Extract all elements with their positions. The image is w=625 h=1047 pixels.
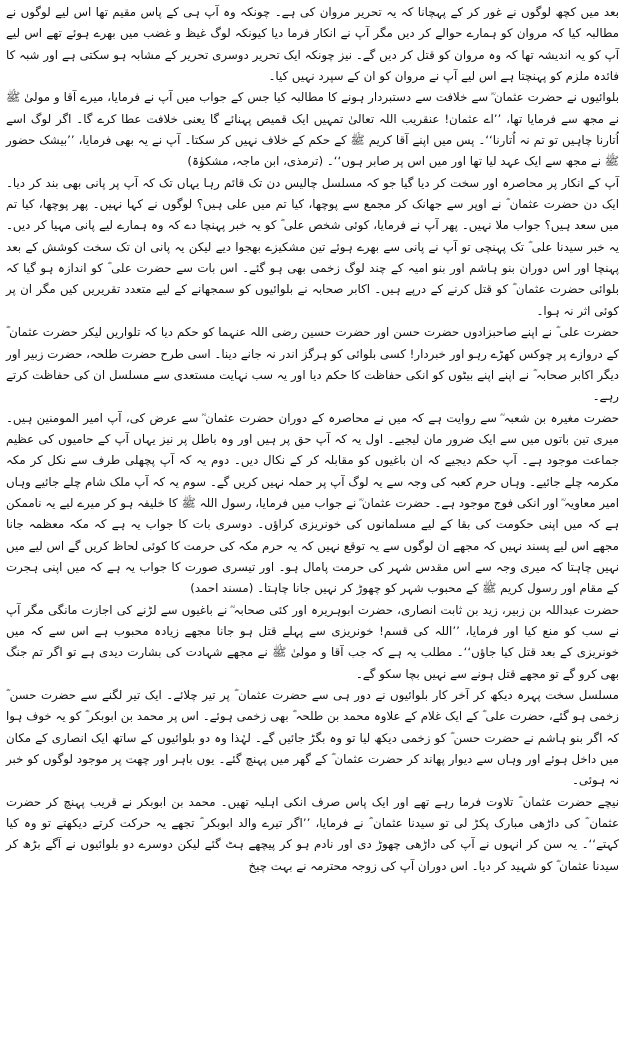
paragraph-martyrdom: نیچے حضرت عثمان ؓ تلاوت فرما رہے تھے اور ایک پاس صرف انکی اہلیہ تھیں۔ محمد بن ابوبکر نے قریب پہنچ کر حضرت عثمان ؓ کی داڑھی مبارک پکڑ لی تو سیدنا عثمان ؓ نے فرمایا، ’’اگر تیرے والد ابوبکر ؓ تجھے یہ حرکت کرتے دیکھتے تو وہ کیا کہتے‘‘۔ یہ سن کر انہوں نے آپ کی داڑھی چھوڑ دی اور نادم ہو کر پیچھے ہٹ گئے لیکن دوسرے دو بلوائیوں نے آگے بڑھ کر سیدنا عثمان ؓ کو شہید کر دیا۔ اس دوران آپ کی زوجہ محترمہ نے بہت چیخ bbox=[6, 794, 619, 873]
paragraph-hasan-husain-guard: حضرت علی ؓ نے اپنے صاحبزادوں حضرت حسن اور حضرت حسین رضی اللہ عنہما کو حکم دیا کہ تلواریں لیکر حضرت عثمان ؓ کے دروازے پر چوکس کھڑے رہو اور خبردار! کسی بلوائی کو ہرگز اندر نہ جانے دینا۔ اسی طرح حضرت طلحہ، حضرت زبیر اور دیگر اکابر صحابہ ؓ نے اپنے اپنے بیٹوں کو انکی حفاظت کا حکم دیا اور یہ سب نہایت مستعدی سے مسلسل ان کی حفاظت کرتے رہے۔ bbox=[6, 325, 619, 404]
paragraph-arrows-and-entry: مسلسل سخت پہرہ دیکھ کر آخر کار بلوائیوں نے دور ہی سے حضرت عثمان ؓ پر تیر چلائے۔ ایک تیر لگنے سے حضرت حسن ؓ زخمی ہو گئے، حضرت علی ؓ کے ایک غلام کے علاوہ محمد بن طلحہ ؓ بھی زخمی ہوئے۔ اس پر محمد بن ابوبکر ؓ کو یہ خوف ہوا کہ اگر بنو ہاشم نے حضرت حسن ؓ کو زخمی دیکھ لیا تو وہ بگڑ جائیں گے۔ لہٰذا وہ دو بلوائیوں کے ساتھ ایک انصاری کے مکان میں داخل ہوئے اور وہاں سے دیوار پھاند کر حضرت عثمان ؓ کے گھر میں پہنچ گئے۔ یوں باہر اور چھت پر موجود لوگوں کو خبر نہ ہوئی۔ bbox=[6, 688, 619, 788]
paragraph-companions-permission: حضرت عبداللہ بن زبیر، زید بن ثابت انصاری، حضرت ابوہریرہ اور کئی صحابہ ؓ نے باغیوں سے لڑنے کی اجازت مانگی مگر آپ نے سب کو منع کیا اور فرمایا، ’’اللہ کی قسم! خونریزی سے پہلے قتل ہو جانا مجھے زیادہ محبوب ہے اس سے کہ میں خونریزی کے بعد قتل کیا جاؤں‘‘۔ مطلب یہ ہے کہ جب آقا و مولیٰ ﷺ نے مجھے شہادت کی بشارت دیدی ہے تو اگر تم جنگ بھی کرو گے تو مجھے قتل ہونے سے نہیں بچا سکو گے۔ bbox=[6, 602, 619, 681]
paragraph-mughira-advice: حضرت مغیرہ بن شعبہ ؓ سے روایت ہے کہ میں نے محاصرہ کے دوران حضرت عثمان ؓ سے عرض کی، آپ امیر المومنین ہیں۔ میری تین باتوں میں سے ایک ضرور مان لیجیے۔ اول یہ کہ آپ حق پر ہیں اور وہ باطل پر نیز یہاں آپ کے حامیوں کی عظیم جماعت موجود ہے۔ آپ حکم دیجیے کہ ان باغیوں کو مقابلہ کر کے نکال دیں۔ دوم یہ کہ آپ پچھلی طرف سے نکل کر مکہ مکرمہ چلے جائیے۔ وہاں حرم کعبہ کی وجہ سے یہ لوگ آپ پر حملہ نہیں کریں گے۔ سوم یہ کہ آپ ملک شام چلے جائیے وہاں امیر معاویہ ؓ اور انکی فوج موجود ہے۔ حضرت عثمان ؓ نے جواب میں فرمایا، رسول اللہ ﷺ کا خلیفہ ہو کر میرے لیے یہ ناممکن ہے کہ میں اپنی حکومت کی بقا کے لیے مسلمانوں کی خونریزی کراؤں۔ دوسری بات کا جواب یہ ہے کہ مکہ معظمہ جانا مجھے اس لیے پسند نہیں کہ مجھے ان لوگوں سے یہ توقع نہیں کہ یہ حرم مکہ کی حرمت کا کوئی لحاظ کریں گے اس لیے میں نہیں چاہتا کہ میری وجہ سے اس مقدس شہر کی حرمت پامال ہو۔ اور تیسری صورت کا جواب یہ ہے کہ میں اپنی ہجرت کے مقام اور رسول کریم ﷺ کے محبوب شہر کو چھوڑ کر نہیں جانا چاہتا۔ (مسند احمد) bbox=[6, 410, 619, 596]
paragraph-siege-water: آپ کے انکار پر محاصرہ اور سخت کر دیا گیا جو کہ مسلسل چالیس دن تک قائم رہا یہاں تک کہ آپ پر پانی بھی بند کر دیا۔ ایک دن حضرت عثمان ؓ نے اوپر سے جھانک کر مجمع سے پوچھا، کیا تم میں علی ہیں؟ لوگوں نے کہا نہیں۔ پھر پوچھا، کیا تم میں سعد ہیں؟ جواب ملا نہیں۔ پھر آپ نے فرمایا، کوئی شخص علی ؓ کو یہ خبر پہنچا دے کہ وہ ہمارے لیے پانی مہیا کر دیں۔ یہ خبر سیدنا علی ؓ تک پہنچی تو آپ نے پانی سے بھرے ہوئے تین مشکیزے بھجوا دیے لیکن یہ پانی ان تک سخت کوشش کے بعد پہنچا اور اس دوران بنو ہاشم اور بنو امیہ کے چند لوگ زخمی بھی ہو گئے۔ اس بات سے حضرت علی ؓ کو اندازہ ہو گیا کہ بلوائی حضرت عثمان ؓ کو قتل کرنے کے درپے ہیں۔ اکابر صحابہ نے بلوائیوں کو سمجھانے کے لیے متعدد تقریریں کیں مگر ان پر کوئی اثر نہ ہوا۔ bbox=[6, 175, 619, 318]
paragraph-resignation-demand: بلوائیوں نے حضرت عثمان ؓ سے خلافت سے دستبردار ہونے کا مطالبہ کیا جس کے جواب میں آپ نے فرمایا، میرے آقا و مولیٰ ﷺ نے مجھ سے فرمایا تھا، ’’اے عثمان! عنقریب اللہ تعالیٰ تمہیں ایک قمیص پہنائے گا یعنی خلافت عطا کرے گا۔ اگر لوگ اسے اُتارنا چاہیں تو تم نہ اُتارنا‘‘۔ پس میں اپنے آقا کریم ﷺ کے حکم کے خلاف نہیں کر سکتا۔ آپ نے یہ بھی فرمایا، ’’بیشک حضور ﷺ نے مجھ سے ایک عہد لیا تھا اور میں اس پر صابر ہوں‘‘۔ (ترمذی، ابن ماجہ، مشکوٰۃ) bbox=[6, 90, 619, 169]
paragraph-marwan-letter: بعد میں کچھ لوگوں نے غور کر کے پہچانا کہ یہ تحریر مروان کی ہے۔ چونکہ وہ آپ ہی کے پاس مقیم تھا اس لیے لوگوں نے مطالبہ کیا کہ مروان کو ہمارے حوالے کر دیں مگر آپ نے انکار فرما دیا کیونکہ لوگ غیظ و غضب میں بھرے ہوئے تھے اس لیے آپ کو یہ اندیشہ تھا کہ وہ مروان کو قتل کر دیں گے۔ نیز چونکہ ایک تحریر دوسری تحریر کے مشابہ ہو سکتی ہے اور شبہ کا فائدہ ملزم کو پہنچتا ہے اس لیے آپ نے مروان کو ان کے سپرد نہیں کیا۔ bbox=[6, 5, 619, 84]
